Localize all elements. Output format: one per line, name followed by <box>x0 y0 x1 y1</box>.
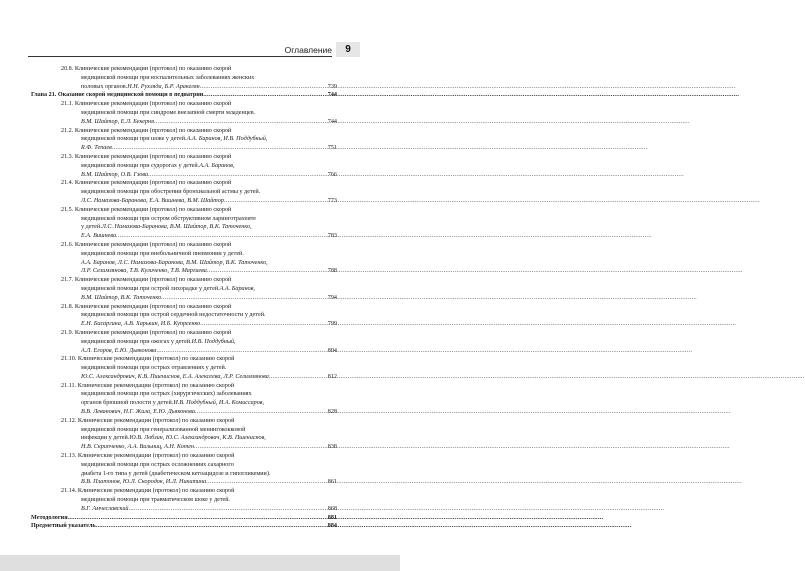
toc-line <box>81 347 337 356</box>
toc-leader-dots <box>161 294 327 303</box>
toc-line <box>61 452 337 461</box>
toc-line-text: у детей. <box>81 224 102 231</box>
toc-line <box>61 303 337 312</box>
toc-page-number: 799 <box>327 321 337 328</box>
toc-leader-dots <box>195 408 327 417</box>
toc-page-number: 788 <box>327 268 337 275</box>
toc-authors: В.В. Платонов, Ю.Л. Скородок, И.Л. Никитина <box>81 479 207 486</box>
toc-authors: Е.А. Вишнева <box>81 233 117 240</box>
toc-line <box>61 100 337 109</box>
toc-authors: В.В. Леванович, Н.Г. Жила, Е.Ю. Дьяконова <box>81 409 195 416</box>
toc-line <box>81 188 337 197</box>
toc-leader-dots <box>96 522 327 531</box>
toc-authors: А.А. Баранов, <box>219 285 255 292</box>
toc-line <box>61 487 337 496</box>
toc-line-text: медицинской помощи при остром обструктивном ларинготрахеите <box>81 215 257 222</box>
toc-line <box>61 127 337 136</box>
toc-leader-dots <box>112 144 327 153</box>
toc-line-text: медицинской помощи при острых осложнениях сахарного <box>81 461 234 468</box>
toc-line-text: медицинской помощи при синдроме внезапной смерти младенцев. <box>81 109 256 116</box>
toc-line-text: 21.6. Клинические рекомендации (протокол) по оказанию скорой <box>61 241 232 248</box>
toc-authors: А.А. Баранов, И.В. Поддубный, <box>186 136 268 143</box>
toc-line-text: 21.2. Клинические рекомендации (протокол) по оказанию скорой <box>61 127 232 134</box>
toc-line <box>81 461 337 470</box>
toc-line <box>81 74 337 83</box>
toc-line-text: 21.11. Клинические рекомендации (протокол) по оказанию скорой <box>61 382 235 389</box>
toc-line-text: 21.7. Клинические рекомендации (протокол) по оказанию скорой <box>61 277 232 284</box>
toc-section <box>61 303 337 329</box>
toc-section <box>61 276 337 302</box>
toc-line-text: диабета 1-го типа у детей (диабетическом кетоацидозе и гипогликемии). <box>81 470 271 477</box>
toc-line-text: 21.10. Клинические рекомендации (протокол) по оказанию скорой <box>61 356 235 363</box>
toc-line <box>81 144 337 153</box>
toc-line-text: медицинской помощи при ожогах у детей. <box>81 338 192 345</box>
toc-authors: В.М. Шайтор, О.В. Гзовa <box>81 171 149 178</box>
toc-line <box>61 276 337 285</box>
toc-line <box>81 311 337 320</box>
toc-leader-dots <box>203 91 326 100</box>
toc-line-text: 21.8. Клинические рекомендации (протокол) по оказанию скорой <box>61 303 232 310</box>
toc-line <box>81 267 337 276</box>
toc-leader-dots <box>116 232 327 241</box>
toc-line-text: медицинской помощи при шоке у детей. <box>81 136 187 143</box>
toc-page-number: 868 <box>327 505 337 512</box>
toc-authors: И.В. Поддубный, И.А. Комиссаров, <box>173 400 265 407</box>
toc-page-number: 744 <box>327 92 337 99</box>
table-of-contents <box>31 65 337 531</box>
toc-page-number: 804 <box>327 347 337 354</box>
toc-line-text: медицинской помощи при острых отравлениях у детей. <box>81 365 227 372</box>
toc-line-text: органов брюшной полости у детей. <box>81 400 174 407</box>
toc-authors: Л.С. Намазова-Баранова, В.М. Шайтор, В.К. Таточенко, <box>101 224 252 231</box>
toc-line-text: 21.1. Клинические рекомендации (протокол) по оказанию скорой <box>61 101 232 108</box>
toc-page-number: 884 <box>327 523 337 530</box>
toc-entry-title: Глава 21. Оказание скорой медицинской помощи в педиатрии <box>31 92 204 99</box>
header-rule <box>28 56 332 57</box>
toc-line <box>61 355 337 364</box>
toc-leader-dots <box>194 443 327 452</box>
toc-line-text: 21.3. Клинические рекомендации (протокол) по оказанию скорой <box>61 153 232 160</box>
toc-section <box>61 487 337 513</box>
toc-leader-dots <box>224 197 327 206</box>
toc-section <box>61 329 337 355</box>
toc-line <box>81 118 337 127</box>
toc-line <box>81 109 337 118</box>
toc-line <box>61 417 337 426</box>
toc-top-entry <box>31 514 337 523</box>
toc-section <box>61 355 337 381</box>
toc-line-text: медицинской помощи при обострении бронхиальной астмы у детей. <box>81 189 261 196</box>
toc-line-text: инфекции у детей. <box>81 435 130 442</box>
toc-authors: Ю.С. Александрович, К.В. Пшениснов, Е.А. Алексеева, Л.Р. Селимзянова <box>81 373 269 380</box>
toc-leader-dots <box>129 505 327 514</box>
toc-page-number: 828 <box>327 409 337 416</box>
toc-authors: Л.Р. Селимзянова, Т.В. Куличенко, Т.В. Маргиева <box>81 268 207 275</box>
toc-line <box>81 135 337 144</box>
toc-line <box>81 505 337 514</box>
toc-page-number: 773 <box>327 197 337 204</box>
toc-line <box>81 338 337 347</box>
toc-line <box>81 171 337 180</box>
toc-line <box>81 426 337 435</box>
toc-page-number: 766 <box>327 171 337 178</box>
toc-authors: В.М. Шайтор, Е.Л. Бекерня <box>81 118 154 125</box>
toc-leader-dots <box>200 320 327 329</box>
toc-page-number: 794 <box>327 294 337 301</box>
toc-section <box>61 417 337 452</box>
toc-line <box>61 382 337 391</box>
toc-line-text: медицинской помощи при острой сердечной недостаточности у детей. <box>81 312 266 319</box>
toc-authors: В.М. Шайтор, В.К. Таточенко <box>81 294 162 301</box>
toc-page-number: 861 <box>327 479 337 486</box>
toc-section <box>61 206 337 241</box>
toc-line-text: медицинской помощи при травматическом шоке у детей. <box>81 497 231 504</box>
toc-line <box>81 215 337 224</box>
toc-line-text: 20.8. Клинические рекомендации (протокол) по оказанию скорой <box>61 66 232 72</box>
toc-line <box>61 329 337 338</box>
toc-leader-dots <box>148 171 327 180</box>
toc-line-text: медицинской помощи при внебольничной пневмонии у детей. <box>81 250 244 257</box>
toc-line <box>61 206 337 215</box>
toc-chapter <box>31 91 337 100</box>
toc-line <box>81 232 337 241</box>
page-number: 9 <box>336 42 360 57</box>
toc-line-text: 21.13. Клинические рекомендации (протокол) по оказанию скорой <box>61 453 235 460</box>
toc-section <box>61 382 337 417</box>
toc-line-text: медицинской помощи при острой лихорадке у детей. <box>81 285 220 292</box>
toc-authors: Е.Н. Басаргина, А.В. Харькин, И.Б. Купреенко <box>81 321 201 328</box>
toc-authors: Л.С. Намазова-Баранова, Е.А. Вишнева, В.М. Шайтор <box>81 197 224 204</box>
toc-page-number: 744 <box>327 118 337 125</box>
toc-line <box>31 91 337 100</box>
toc-authors: Н.В. Скрипченко, А.А. Вильниц, А.Н. Котен <box>81 444 195 451</box>
toc-page-number: 751 <box>327 145 337 152</box>
toc-entry-title: Предметный указатель <box>31 523 96 530</box>
toc-leader-dots <box>207 267 327 276</box>
toc-section <box>61 127 337 153</box>
toc-line <box>81 390 337 399</box>
toc-section <box>61 153 337 179</box>
toc-line-text: медицинской помощи при воспалительных заболеваниях женских <box>81 74 255 81</box>
toc-line-text: 21.12. Клинические рекомендации (протокол) по оказанию скорой <box>61 417 235 424</box>
toc-authors: А.Л. Егоров, Е.Ю. Дьяконова <box>81 347 157 354</box>
toc-page-number: 838 <box>327 444 337 451</box>
toc-authors: И.В. Поддубный, <box>191 338 236 345</box>
toc-line <box>61 153 337 162</box>
toc-line-text: 21.4. Клинические рекомендации (протокол) по оказанию скорой <box>61 180 232 187</box>
toc-line <box>81 443 337 452</box>
toc-line <box>81 285 337 294</box>
toc-leader-dots <box>154 118 327 127</box>
toc-line-text: 21.14. Клинические рекомендации (протокол) по оказанию скорой <box>61 488 235 495</box>
toc-top-entry <box>31 522 337 531</box>
toc-section <box>61 452 337 487</box>
toc-line <box>81 434 337 443</box>
toc-page-number: 739 <box>327 83 337 90</box>
toc-authors: А.А. Баранов, Л.С. Намазова-Баранова, В.М. Шайтор, В.К. Таточенко, <box>81 259 268 266</box>
toc-line <box>81 373 337 382</box>
toc-leader-dots <box>269 373 327 382</box>
toc-line-text: медицинской помощи при генерализованной менингококковой <box>81 426 246 433</box>
toc-line <box>81 496 337 505</box>
toc-section <box>61 179 337 205</box>
toc-line <box>31 522 337 531</box>
toc-authors: А.А. Баранов, <box>199 162 235 169</box>
toc-authors: Ю.В. Лобзин, Ю.С. Александрович, К.В. Пшениснов, <box>129 435 266 442</box>
toc-authors: В.Г. Амчеславский <box>81 505 129 512</box>
toc-entry-title: Методология <box>31 514 68 521</box>
running-header-title: Оглавление <box>284 45 332 55</box>
toc-line <box>81 294 337 303</box>
toc-page-number: 783 <box>327 233 337 240</box>
toc-line-text: 21.5. Клинические рекомендации (протокол) по оказанию скорой <box>61 206 232 213</box>
toc-line <box>81 478 337 487</box>
toc-line <box>31 514 337 523</box>
toc-leader-dots <box>68 514 327 523</box>
toc-line <box>61 65 337 74</box>
toc-line <box>81 364 337 373</box>
toc-leader-dots <box>156 347 326 356</box>
toc-line <box>61 241 337 250</box>
toc-section <box>61 65 337 91</box>
toc-line <box>81 470 337 479</box>
toc-page-number: 812 <box>327 373 337 380</box>
toc-section <box>61 241 337 276</box>
toc-line <box>61 179 337 188</box>
toc-line <box>81 259 337 268</box>
toc-leader-dots <box>206 478 327 487</box>
toc-section <box>61 100 337 126</box>
toc-line <box>81 399 337 408</box>
toc-line <box>81 320 337 329</box>
toc-line <box>81 223 337 232</box>
toc-line <box>81 408 337 417</box>
toc-line <box>81 83 337 92</box>
toc-leader-dots <box>200 83 327 92</box>
page-bottom-edge <box>0 555 400 571</box>
toc-line-text: медицинской помощи при острых (хирургических) заболеваниях <box>81 391 252 398</box>
toc-authors: Н.Н. Рухляда, Б.Р. Аракелян <box>127 83 200 90</box>
toc-line-text: 21.9. Клинические рекомендации (протокол) по оказанию скорой <box>61 329 232 336</box>
toc-line <box>81 197 337 206</box>
toc-line-text: медицинской помощи при судорогах у детей. <box>81 162 200 169</box>
toc-page-number: 881 <box>327 514 337 521</box>
toc-line <box>81 162 337 171</box>
toc-authors: R.Ф. Тепаев <box>81 145 112 152</box>
toc-line <box>81 250 337 259</box>
toc-line-text: половых органов. <box>81 83 128 90</box>
page-header <box>0 42 400 62</box>
